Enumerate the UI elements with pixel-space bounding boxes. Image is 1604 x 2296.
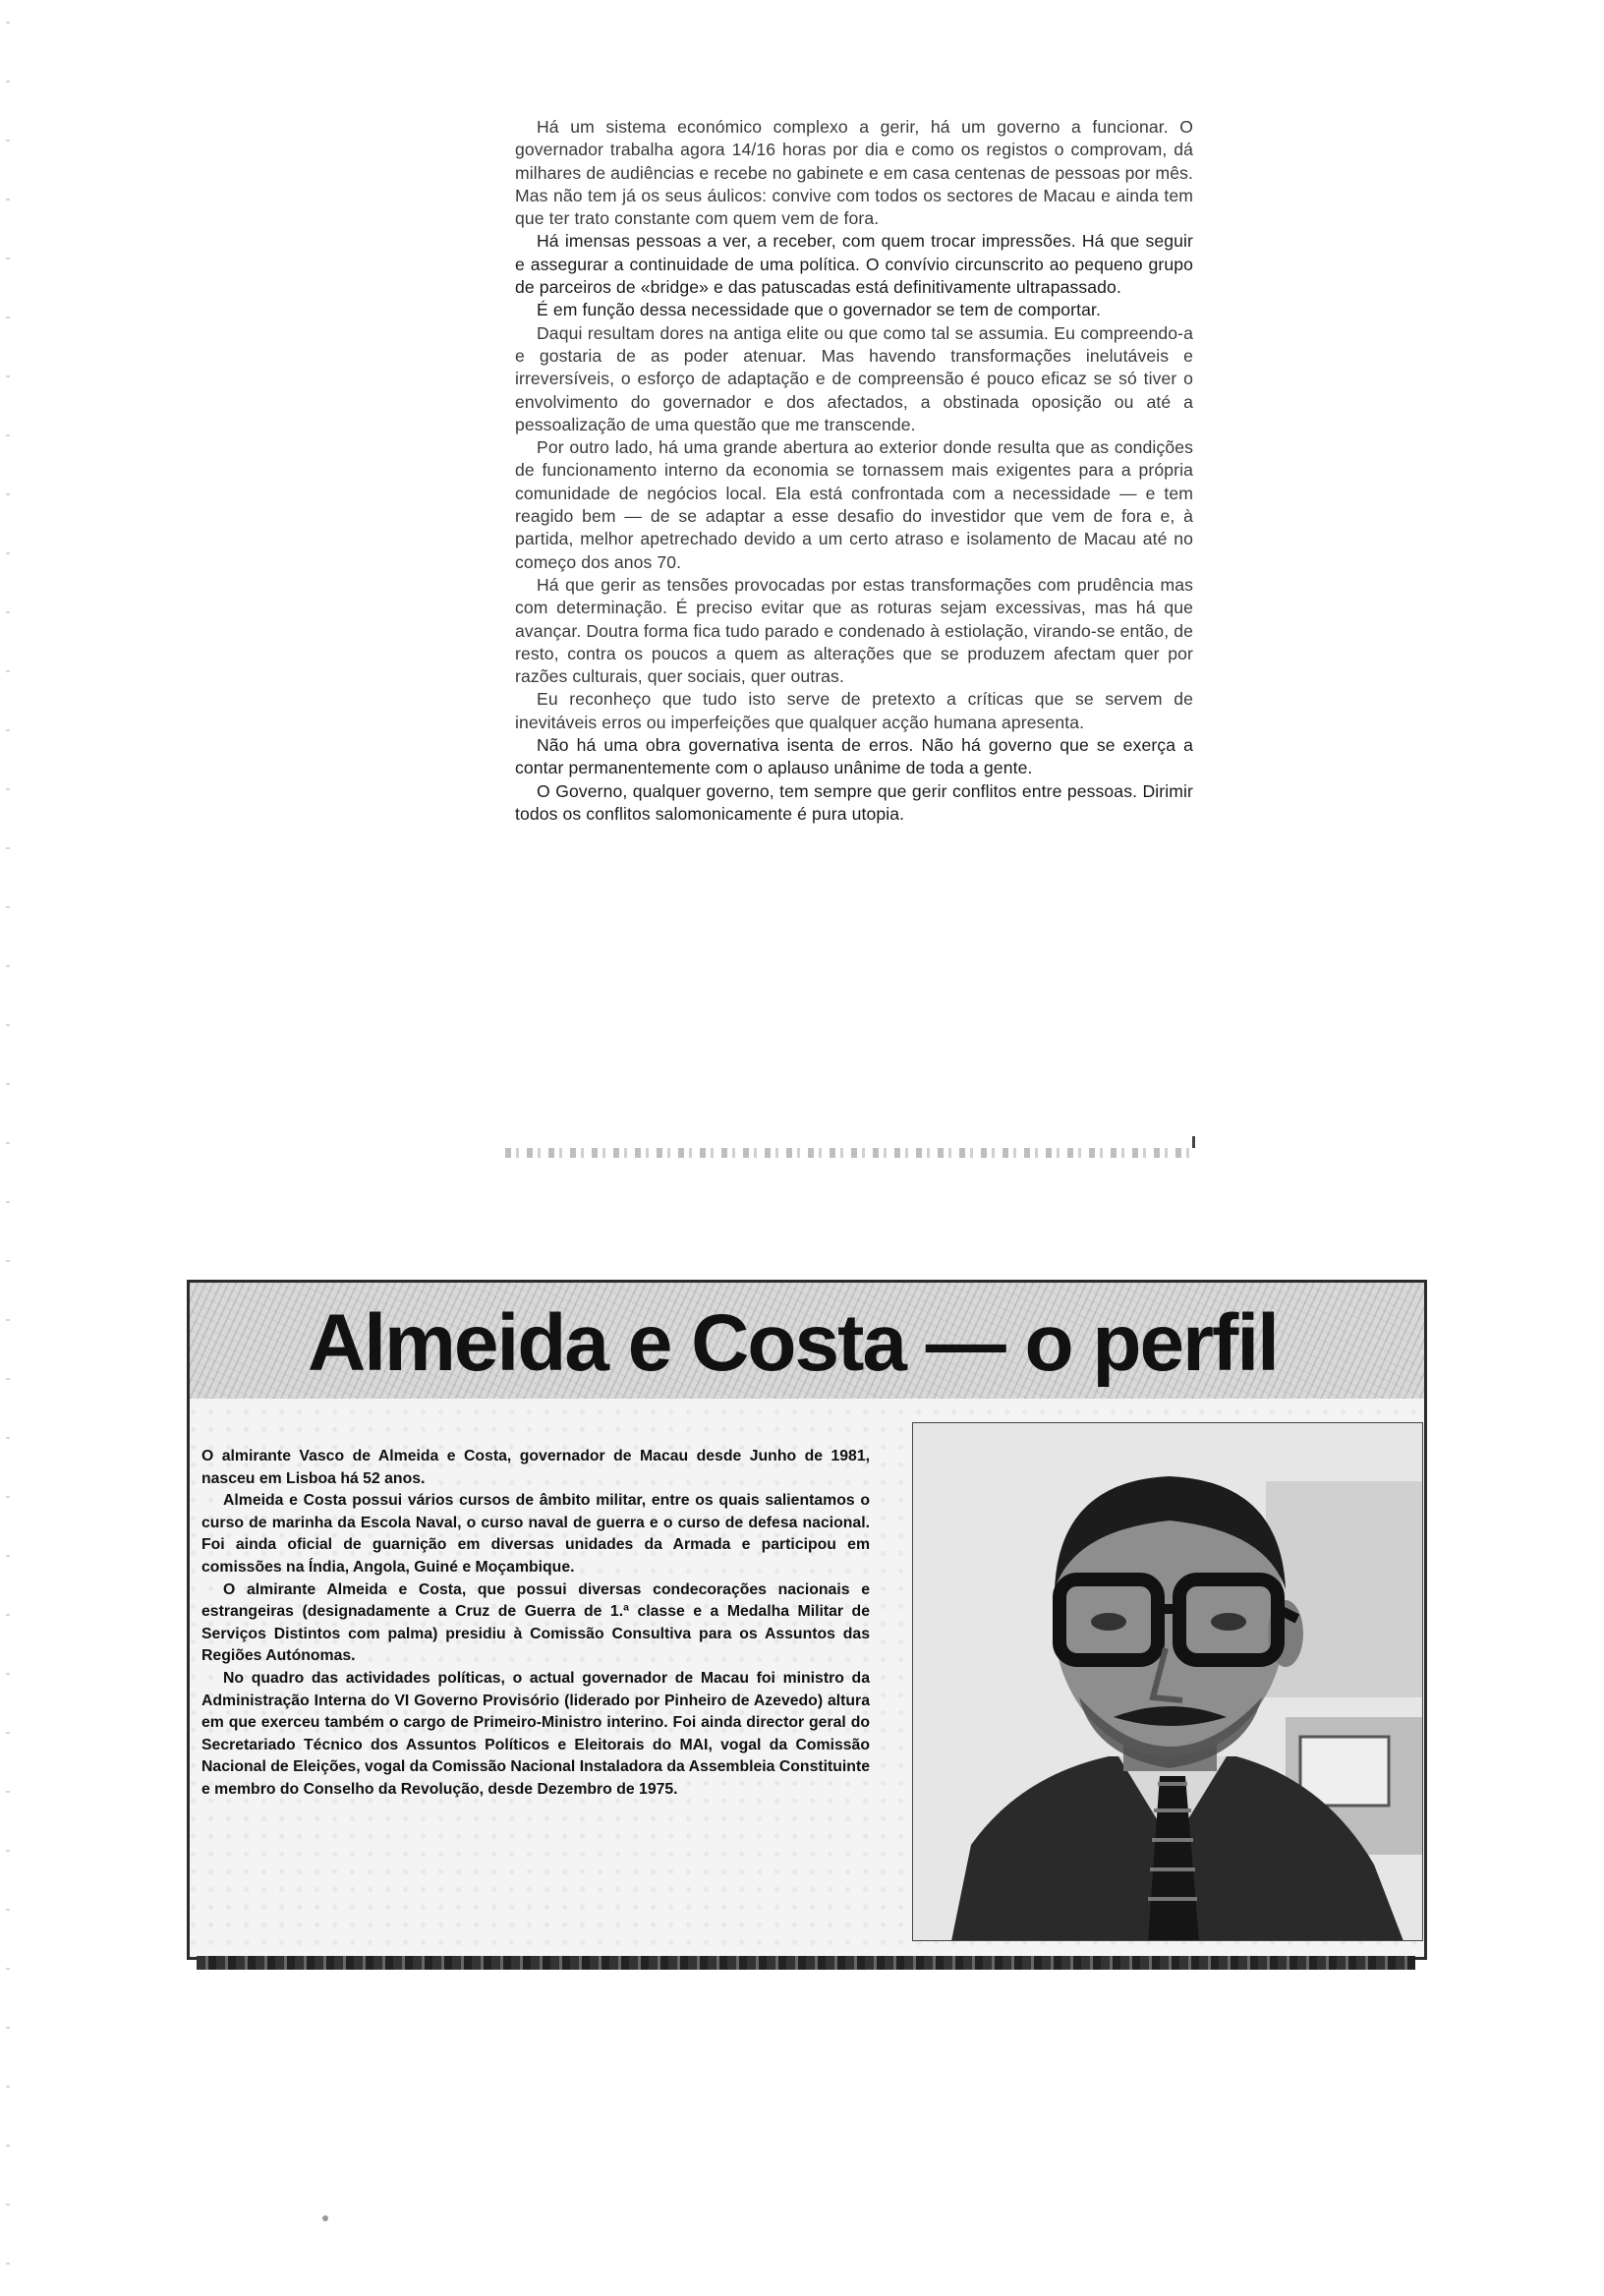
article-paragraph-6: Há que gerir as tensões provocadas por estas transformações com prudência mas com determinação. É preciso evitar que as roturas sejam excessivas, mas há que avançar. Doutra forma fica tudo parado e condenado à estiolação, virando-se então, de resto, contra os poucos a quem as alterações que se produzem afectam quer por razões culturais, quer sociais, quer outras.: [515, 574, 1193, 687]
scan-tick-mark: [1192, 1136, 1195, 1148]
profile-clipping: [187, 1280, 1427, 1960]
profile-paragraph-3: O almirante Almeida e Costa, que possui diversas condecorações nacionais e estrangeiras (designadamente a Cruz de Guerra de 1.ª classe e a Medalha Militar de Serviços Distintos com palma) presidiu à Comissão Consultiva para os Assuntos das Regiões Autónomas.: [201, 1580, 870, 1665]
portrait-photo: [912, 1422, 1423, 1941]
article-paragraph-2: Há imensas pessoas a ver, a receber, com quem trocar impressões. Há que seguir e assegurar a continuidade de uma política. O convívio circunscrito ao pequeno grupo de parceiros de «bridge» e das patuscadas está definitivamente ultrapassado.: [515, 231, 1193, 298]
profile-paragraph-4: No quadro das actividades políticas, o actual governador de Macau foi ministro da Administração Interna do VI Governo Provisório (liderado por Pinheiro de Azevedo) altura em que exerceu também o cargo de Primeiro-Ministro interino. Foi ainda director geral do Secretariado Técnico dos Assuntos Políticos e Eleitorais do MAI, vogal da Comissão Nacional de Eleições, vogal da Comissão Nacional Instaladora da Assembleia Constituinte e membro do Conselho da Revolução, desde Dezembro de 1975.: [201, 1669, 870, 1798]
profile-headline: Almeida e Costa — o perfil: [308, 1298, 1278, 1388]
portrait-illustration: [912, 1422, 1423, 1941]
clipping-bottom-strip: [197, 1956, 1415, 1970]
article-column: [515, 116, 1193, 826]
article-paragraph-9: O Governo, qualquer governo, tem sempre que gerir conflitos entre pessoas. Dirimir todos os conflitos salomonicamente é pura utopia.: [515, 780, 1193, 824]
article-paragraph-8: Não há uma obra governativa isenta de erros. Não há governo que se exerça a contar permanentemente com o aplauso unânime de toda a gente.: [515, 735, 1193, 778]
article-paragraph-4: Daqui resultam dores na antiga elite ou que como tal se assumia. Eu compreendo-a e gostaria de as poder atenuar. Mas havendo transformações inelutáveis e irreversíveis, o esforço de adaptação e de compreensão é pouco eficaz se só tiver o envolvimento do governador e dos afectados, a obstinada oposição ou até a pessoalização de uma questão que me transcende.: [515, 322, 1193, 434]
profile-paragraph-2: Almeida e Costa possui vários cursos de âmbito militar, entre os quais salientamos o curso de marinha da Escola Naval, o curso naval de guerra e o curso de defesa nacional. Foi ainda oficial de guarnição em diversas unidades da Armada e participou em comissões na Índia, Angola, Guiné e Moçambique.: [201, 1492, 870, 1576]
scan-smudge-line: [505, 1148, 1193, 1158]
headline-banner: [190, 1283, 1424, 1399]
scan-edge-noise: [6, 0, 10, 2296]
profile-paragraph-1: O almirante Vasco de Almeida e Costa, governador de Macau desde Junho de 1981, nasceu em Lisboa há 52 anos.: [201, 1448, 870, 1487]
scan-stray-mark: [322, 2215, 328, 2221]
article-paragraph-7: Eu reconheço que tudo isto serve de pretexto a críticas que se servem de inevitáveis erros ou imperfeições que qualquer acção humana apresenta.: [515, 689, 1193, 732]
article-paragraph-5: Por outro lado, há uma grande abertura ao exterior donde resulta que as condições de funcionamento interno da economia se tornassem mais exigentes para a própria comunidade de negócios local. Ela está confrontada com a necessidade — e tem reagido bem — de se adaptar a esse desafio do investidor que vem de fora e, à partida, melhor apetrechado devido a um certo atraso e isolamento de Macau até no começo dos anos 70.: [515, 437, 1193, 572]
article-paragraph-3: É em função dessa necessidade que o governador se tem de comportar.: [537, 300, 1101, 320]
article-paragraph-1: Há um sistema económico complexo a gerir, há um governo a funcionar. O governador trabalha agora 14/16 horas por dia e como os registos o comprovam, dá milhares de audiências e recebe no gabinete e em casa centenas de pessoas por mês. Mas não tem já os seus áulicos: convive com todos os sectores de Macau e ainda tem que ter trato constante com quem vem de fora.: [515, 117, 1193, 229]
profile-text: [201, 1446, 870, 1802]
